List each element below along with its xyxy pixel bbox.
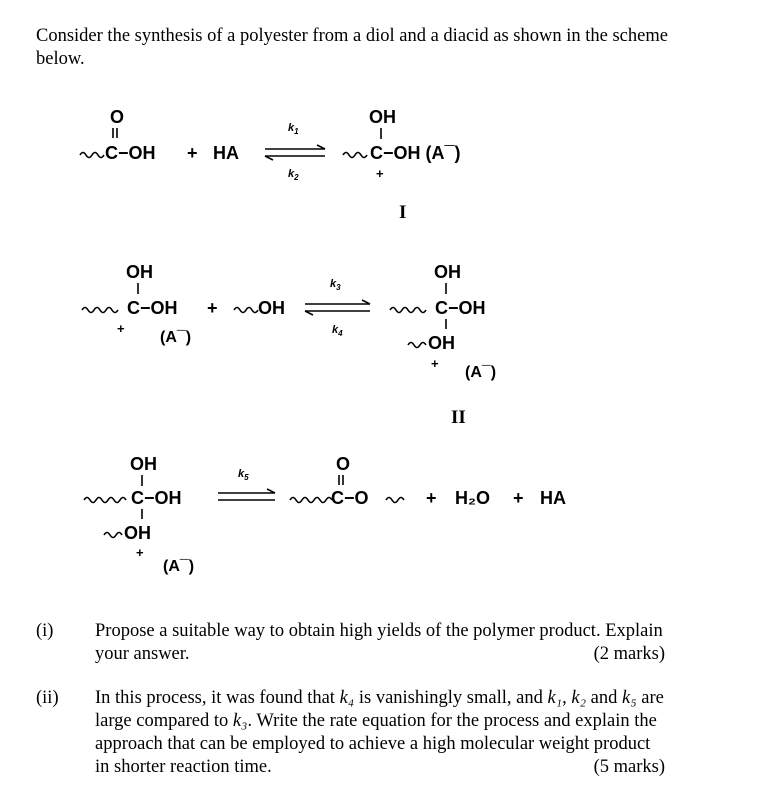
question-text-part: is vanishingly small, and (354, 688, 548, 708)
tetrahedral-reactant: C−OH (131, 488, 182, 508)
polymer-chain-icon (82, 308, 118, 313)
polymer-chain-icon (290, 498, 332, 503)
rate-constant-k4-inline: k₄ (339, 688, 355, 708)
rate-constant-k5-inline: k₅ (621, 688, 637, 708)
rate-constant-k2-inline: k₂ (571, 688, 587, 708)
product-hydroxyl-bottom: OH (428, 333, 455, 353)
reactant-carbocation: C−OH (127, 298, 178, 318)
plus-sign: + (207, 298, 218, 318)
ester-carbonyl-oxygen: O (336, 454, 351, 474)
plus-sign: + (187, 143, 198, 163)
product-hydroxyl: OH (369, 107, 396, 127)
regenerated-acid: HA (540, 488, 566, 508)
rate-constant-k3-inline: k₃ (232, 711, 248, 731)
polymer-chain-icon (84, 498, 126, 503)
polymer-chain-icon (390, 308, 426, 313)
question-text-part: In this process, it was found that (95, 688, 340, 708)
plus-sign: + (426, 488, 437, 508)
counter-anion: (A¯) (160, 329, 192, 346)
question-text-part: . Write the rate equation for the process and explain the approach that can be employed to achieve a high molecular weight product in shorter reaction time. (95, 711, 657, 777)
product-hydroxyl-top: OH (434, 262, 461, 282)
step-3 (84, 454, 566, 575)
step-1 (80, 107, 460, 223)
tetrahedral-intermediate: C−OH (435, 298, 486, 318)
question-text-part: , (562, 688, 572, 708)
polymer-chain-icon (104, 533, 122, 538)
polymer-chain-icon (386, 498, 404, 503)
intermediate-label-II: II (451, 407, 466, 428)
question-text-part: are large compared to (95, 688, 664, 731)
question-number: (i) (36, 621, 54, 641)
alcohol-reactant: OH (258, 298, 285, 318)
question-number: (ii) (36, 688, 59, 708)
question-marks: (5 marks) (593, 757, 665, 777)
rate-constant-k4: $k_4$ (332, 324, 343, 338)
question-marks: (2 marks) (593, 644, 665, 664)
water-product: H₂O (455, 488, 490, 508)
counter-anion: (A¯) (465, 364, 497, 381)
counter-anion: (A¯) (163, 558, 195, 575)
polymer-chain-icon (80, 153, 104, 158)
reactant-acid: C−OH (105, 143, 156, 163)
positive-charge: + (431, 356, 439, 371)
step-2 (82, 262, 496, 428)
reaction-scheme (0, 95, 784, 595)
acid-catalyst: HA (213, 143, 239, 163)
intermediate-label-I: I (399, 202, 407, 223)
positive-charge: + (136, 545, 144, 560)
ester-product: C−O (331, 488, 369, 508)
polymer-chain-icon (343, 153, 367, 158)
rate-constant-k3: $k_3$ (330, 278, 341, 292)
rate-constant-k1-inline: k₁ (547, 688, 563, 708)
protonated-intermediate: C−OH (A¯) (370, 143, 461, 163)
question-text: Propose a suitable way to obtain high yields of the polymer product. Explain your answer. (95, 621, 663, 664)
polymer-chain-icon (408, 343, 426, 348)
rate-constant-k2: $k_2$ (288, 168, 299, 182)
reactant-hydroxyl: OH (126, 262, 153, 282)
positive-charge: + (376, 166, 384, 181)
intro-text: Consider the synthesis of a polyester from a diol and a diacid as shown in the scheme below. (36, 26, 668, 69)
plus-sign: + (513, 488, 524, 508)
question-text-part: and (586, 688, 622, 708)
polymer-chain-icon (234, 308, 258, 313)
reactant-hydroxyl-bottom: OH (124, 523, 151, 543)
rate-constant-k1: $k_1$ (288, 122, 299, 136)
reactant-hydroxyl-top: OH (130, 454, 157, 474)
carbonyl-oxygen: O (110, 107, 125, 127)
positive-charge: + (117, 321, 125, 336)
rate-constant-k5: $k_5$ (238, 468, 249, 482)
